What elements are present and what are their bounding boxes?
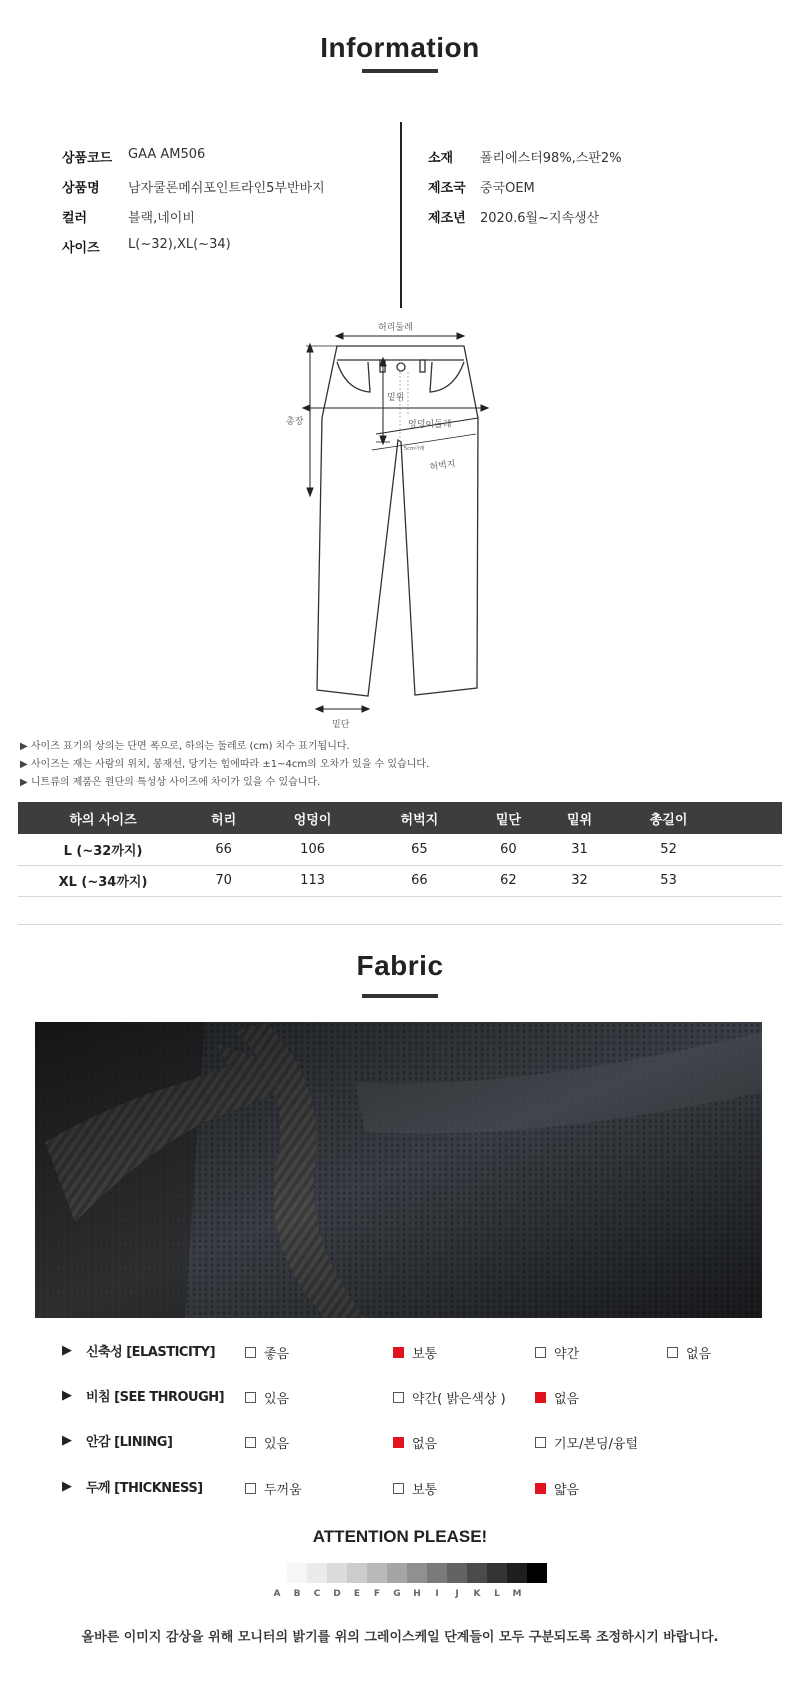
option-fleece-bonding bbox=[535, 1433, 638, 1452]
info-value: 폴리에스터98%,스판2% bbox=[480, 151, 622, 166]
grayscale-swatch bbox=[407, 1563, 427, 1583]
checkbox-checked-icon bbox=[393, 1347, 404, 1358]
option-label: 없음 bbox=[686, 1347, 712, 1362]
arrow-head bbox=[380, 436, 386, 444]
note-line: ▶ 니트류의 제품은 원단의 특성상 사이즈에 차이가 있을 수 있습니다. bbox=[20, 777, 321, 788]
option-slight-light-color bbox=[393, 1388, 506, 1407]
section-divider bbox=[18, 924, 782, 925]
grayscale-letters bbox=[267, 1589, 527, 1599]
table-cell-spacer bbox=[722, 834, 782, 865]
note-line: ▶ 사이즈 표기의 상의는 단면 폭으로, 하의는 둘레로 (cm) 치수 표기됩니다. bbox=[20, 741, 350, 752]
table-cell: 66 bbox=[366, 865, 473, 896]
info-label: 컬러 bbox=[62, 211, 88, 226]
option-label: 좋음 bbox=[264, 1347, 290, 1362]
info-divider bbox=[400, 122, 402, 308]
label-crotch-note: 5cm아래 bbox=[404, 446, 425, 452]
info-color bbox=[62, 207, 195, 226]
fabric-title: Fabric bbox=[356, 950, 444, 981]
checkbox-checked-icon bbox=[535, 1483, 546, 1494]
grayscale-swatch bbox=[327, 1563, 347, 1583]
row-marker-icon: ▶ bbox=[62, 1387, 72, 1403]
option-thick bbox=[245, 1479, 302, 1498]
belt-loop bbox=[420, 360, 425, 372]
table-cell: 66 bbox=[188, 834, 259, 865]
info-label: 상품코드 bbox=[62, 151, 113, 166]
option-none bbox=[535, 1388, 579, 1407]
col-header: 밑단 bbox=[473, 802, 544, 834]
grayscale-letter: E bbox=[353, 1589, 361, 1599]
label-thigh: 허벅지 bbox=[429, 459, 457, 473]
table-cell: 106 bbox=[259, 834, 366, 865]
right-pocket bbox=[430, 362, 464, 392]
info-size bbox=[62, 237, 231, 256]
grayscale-letter: J bbox=[455, 1589, 459, 1599]
arrow-head bbox=[316, 706, 323, 712]
checkbox-icon bbox=[245, 1392, 256, 1403]
info-label: 소재 bbox=[428, 151, 454, 166]
fabric-row-elasticity bbox=[62, 1340, 215, 1360]
option-none bbox=[667, 1343, 711, 1362]
size-table-header bbox=[18, 802, 782, 834]
arrow-head bbox=[481, 405, 488, 411]
fabric-photo bbox=[35, 1022, 762, 1318]
info-product-code bbox=[62, 147, 205, 166]
col-header-spacer bbox=[722, 802, 782, 834]
left-pocket bbox=[337, 362, 370, 392]
option-label: 약간 bbox=[554, 1347, 580, 1362]
grayscale-letter: L bbox=[494, 1589, 500, 1599]
fabric-row-lining bbox=[62, 1430, 172, 1450]
option-label: 있음 bbox=[264, 1392, 290, 1407]
arrow-head bbox=[303, 405, 310, 411]
info-label: 상품명 bbox=[62, 181, 100, 196]
grayscale-swatch bbox=[367, 1563, 387, 1583]
size-table bbox=[18, 802, 782, 897]
fabric-texture bbox=[35, 1022, 762, 1318]
row-marker-icon: ▶ bbox=[62, 1478, 72, 1494]
grayscale-letter: B bbox=[293, 1589, 301, 1599]
col-header: 엉덩이 bbox=[259, 802, 366, 834]
grayscale-letter: I bbox=[435, 1589, 439, 1599]
grayscale-swatch bbox=[387, 1563, 407, 1583]
button bbox=[397, 363, 405, 371]
title-underline bbox=[362, 69, 438, 73]
table-cell-spacer bbox=[722, 865, 782, 896]
info-value: 2020.6월~지속생산 bbox=[480, 211, 600, 226]
info-value: GAA AM506 bbox=[128, 147, 206, 162]
option-label: 기모/본딩/융털 bbox=[554, 1437, 639, 1452]
grayscale-letter: C bbox=[313, 1589, 321, 1599]
info-label: 사이즈 bbox=[62, 241, 100, 256]
grayscale-swatch bbox=[527, 1563, 547, 1583]
option-label: 없음 bbox=[554, 1392, 580, 1407]
arrow-head bbox=[336, 333, 343, 339]
title-underline bbox=[362, 994, 438, 998]
grayscale-swatch bbox=[427, 1563, 447, 1583]
option-normal bbox=[393, 1479, 437, 1498]
table-cell: L (~32까지) bbox=[18, 834, 188, 865]
option-none bbox=[393, 1433, 437, 1452]
table-row bbox=[18, 834, 782, 865]
information-title: Information bbox=[320, 32, 480, 63]
checkbox-icon bbox=[393, 1392, 404, 1403]
checkbox-icon bbox=[535, 1347, 546, 1358]
col-header: 허벅지 bbox=[366, 802, 473, 834]
arrow-head bbox=[307, 344, 313, 352]
grayscale-letter: G bbox=[393, 1589, 401, 1599]
info-value: 블랙,네이비 bbox=[128, 211, 195, 226]
fabric-row-title: 두께 [THICKNESS] bbox=[86, 1480, 203, 1496]
checkbox-checked-icon bbox=[535, 1392, 546, 1403]
fabric-row-see-through bbox=[62, 1385, 224, 1405]
row-marker-icon: ▶ bbox=[62, 1432, 72, 1448]
label-hem: 밑단 bbox=[332, 720, 350, 730]
grayscale-letter: D bbox=[333, 1589, 341, 1599]
checkbox-icon bbox=[245, 1347, 256, 1358]
option-label: 얇음 bbox=[554, 1483, 580, 1498]
col-header: 허리 bbox=[188, 802, 259, 834]
grayscale-letter: H bbox=[413, 1589, 421, 1599]
fabric-row-title: 안감 [LINING] bbox=[86, 1434, 173, 1450]
table-cell: 52 bbox=[615, 834, 722, 865]
info-value: L(~32),XL(~34) bbox=[128, 237, 231, 252]
arrow-head bbox=[307, 488, 313, 496]
arrow-head bbox=[362, 706, 369, 712]
arrow-head bbox=[457, 333, 464, 339]
checkbox-icon bbox=[535, 1437, 546, 1448]
option-yes bbox=[245, 1388, 289, 1407]
grayscale-letter: K bbox=[473, 1589, 481, 1599]
note-line: ▶ 사이즈는 재는 사람의 위치, 봉재선, 당기는 힘에따라 ±1~4cm의 오차가 있을 수 있습니다. bbox=[20, 759, 430, 770]
pants-size-diagram bbox=[270, 322, 490, 730]
table-cell: 31 bbox=[544, 834, 615, 865]
grayscale-swatch bbox=[307, 1563, 327, 1583]
checkbox-icon bbox=[245, 1437, 256, 1448]
col-header: 하의 사이즈 bbox=[18, 802, 188, 834]
option-label: 약간( 밝은색상 ) bbox=[412, 1392, 506, 1407]
info-country bbox=[428, 177, 535, 196]
table-cell: 113 bbox=[259, 865, 366, 896]
table-cell: 70 bbox=[188, 865, 259, 896]
checkbox-icon bbox=[245, 1483, 256, 1494]
table-cell: 65 bbox=[366, 834, 473, 865]
checkbox-checked-icon bbox=[393, 1437, 404, 1448]
col-header: 밑위 bbox=[544, 802, 615, 834]
table-row bbox=[18, 865, 782, 896]
grayscale-swatch bbox=[287, 1563, 307, 1583]
info-material bbox=[428, 147, 622, 166]
grayscale-letter: F bbox=[373, 1589, 381, 1599]
info-label: 제조국 bbox=[428, 181, 466, 196]
info-year bbox=[428, 207, 599, 226]
grayscale-bar bbox=[287, 1563, 547, 1583]
row-marker-icon: ▶ bbox=[62, 1342, 72, 1358]
fabric-row-title: 비침 [SEE THROUGH] bbox=[86, 1389, 225, 1405]
checkbox-icon bbox=[667, 1347, 678, 1358]
option-thin bbox=[535, 1479, 579, 1498]
table-cell: 60 bbox=[473, 834, 544, 865]
table-cell: 53 bbox=[615, 865, 722, 896]
option-good bbox=[245, 1343, 289, 1362]
option-label: 있음 bbox=[264, 1437, 290, 1452]
table-cell: 32 bbox=[544, 865, 615, 896]
label-rise: 밑위 bbox=[387, 393, 405, 403]
option-label: 두꺼움 bbox=[264, 1483, 302, 1498]
grayscale-letter: A bbox=[273, 1589, 281, 1599]
grayscale-letter: M bbox=[512, 1589, 522, 1599]
option-label: 없음 bbox=[412, 1437, 438, 1452]
info-product-name bbox=[62, 177, 325, 196]
info-value: 중국OEM bbox=[480, 181, 535, 196]
grayscale-swatch bbox=[507, 1563, 527, 1583]
option-normal bbox=[393, 1343, 437, 1362]
option-label: 보통 bbox=[412, 1347, 438, 1362]
info-label: 제조년 bbox=[428, 211, 466, 226]
label-waist: 허리둘레 bbox=[378, 323, 413, 333]
option-label: 보통 bbox=[412, 1483, 438, 1498]
fabric-row-thickness bbox=[62, 1476, 203, 1496]
option-yes bbox=[245, 1433, 289, 1452]
table-cell: 62 bbox=[473, 865, 544, 896]
grayscale-swatch bbox=[347, 1563, 367, 1583]
grayscale-swatch bbox=[487, 1563, 507, 1583]
grayscale-swatch bbox=[447, 1563, 467, 1583]
label-total-length: 총장 bbox=[286, 417, 304, 427]
fabric-row-title: 신축성 [ELASTICITY] bbox=[86, 1344, 216, 1360]
col-header: 총길이 bbox=[615, 802, 722, 834]
attention-message: 올바른 이미지 감상을 위해 모니터의 밝기를 위의 그레이스케일 단계들이 모두 구분되도록 조정하시기 바랍니다. bbox=[81, 1630, 719, 1645]
option-slight bbox=[535, 1343, 579, 1362]
size-notes bbox=[20, 738, 429, 792]
info-value: 남자쿨론메쉬포인트라인5부반바지 bbox=[128, 181, 325, 196]
label-hip: 엉덩이둘레 bbox=[408, 420, 452, 430]
table-cell: XL (~34까지) bbox=[18, 865, 188, 896]
attention-title: ATTENTION PLEASE! bbox=[312, 1527, 488, 1546]
checkbox-icon bbox=[393, 1483, 404, 1494]
grayscale-swatch bbox=[467, 1563, 487, 1583]
